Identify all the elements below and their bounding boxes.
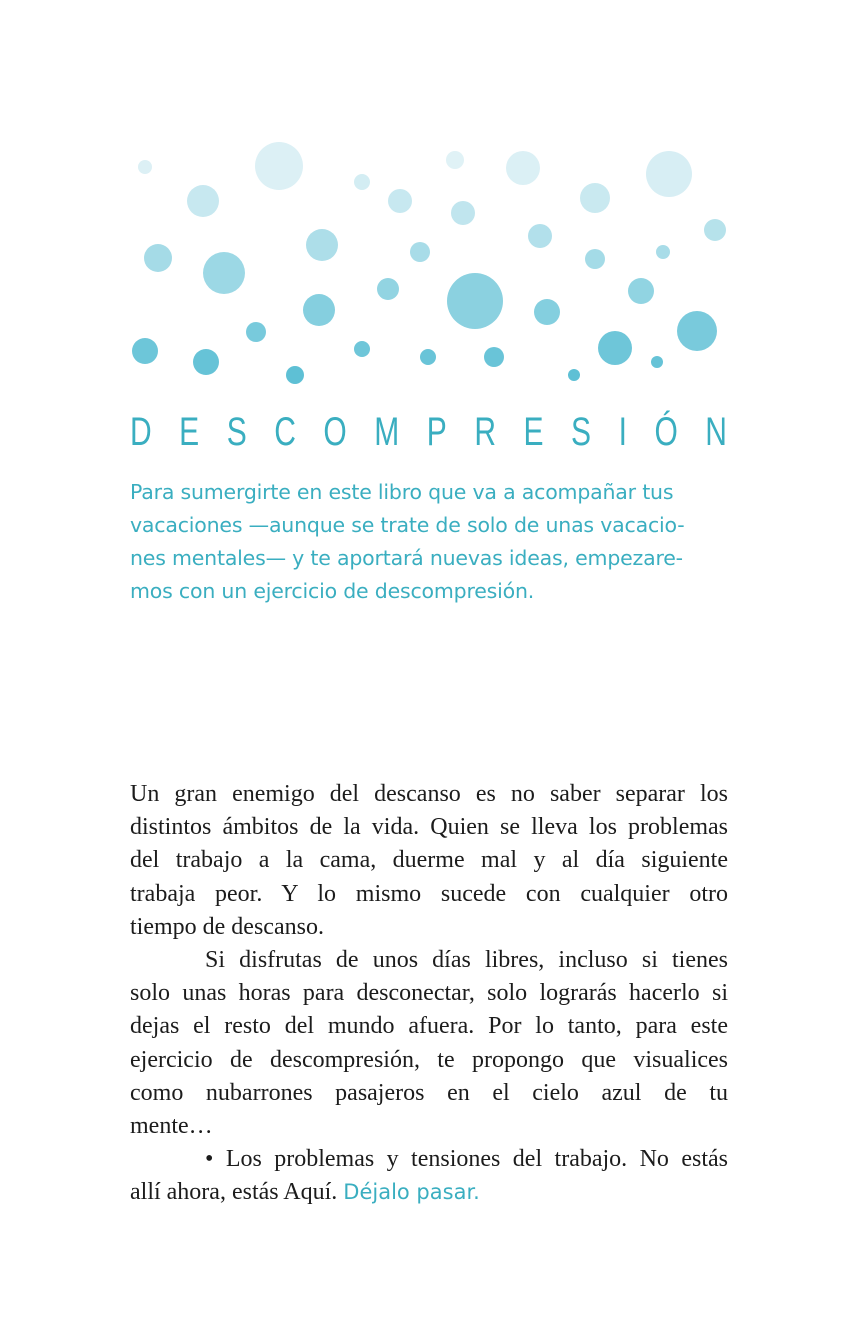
title-letter: N xyxy=(705,410,727,454)
body-line-text: allí ahora, estás Aquí. xyxy=(130,1179,338,1206)
title-letter: S xyxy=(571,410,592,454)
bubble xyxy=(303,294,335,326)
bubble xyxy=(528,224,552,248)
bubble xyxy=(447,273,503,329)
bubble xyxy=(354,341,370,357)
bubble xyxy=(144,244,172,272)
body-line-with-accent xyxy=(130,1176,728,1209)
title-letter: M xyxy=(374,410,400,454)
bubble xyxy=(138,160,152,174)
title-letter: Ó xyxy=(654,410,678,454)
bubble xyxy=(484,347,504,367)
bubble xyxy=(628,278,654,304)
title-letter: R xyxy=(474,410,496,454)
bubble xyxy=(704,219,726,241)
body-line: dejas el resto del mundo afuera. Por lo tanto, para este xyxy=(130,1013,728,1040)
bubble xyxy=(585,249,605,269)
body-line: Si disfrutas de unos días libres, incluso si tienes xyxy=(205,946,728,973)
intro-line: Para sumergirte en este libro que va a acompañar tus xyxy=(130,480,674,504)
title-letter: D xyxy=(130,410,152,454)
bubble xyxy=(306,229,338,261)
bubble xyxy=(580,183,610,213)
body-line: trabaja peor. Y lo mismo sucede con cualquier otro xyxy=(130,880,728,907)
intro-paragraph xyxy=(130,476,730,608)
body-line: del trabajo a la cama, duerme mal y al día siguiente xyxy=(130,847,728,874)
bubble xyxy=(286,366,304,384)
bubble xyxy=(420,349,436,365)
bubble xyxy=(255,142,303,190)
title-letter: I xyxy=(618,410,627,454)
body-line: ejercicio de descompresión, te propongo que visualices xyxy=(130,1046,728,1073)
bubble xyxy=(506,151,540,185)
bubble xyxy=(446,151,464,169)
bubble xyxy=(132,338,158,364)
bubble xyxy=(568,369,580,381)
title-letter: E xyxy=(179,410,200,454)
body-text xyxy=(130,778,728,1209)
bubble xyxy=(203,252,245,294)
bubbles-decoration xyxy=(0,0,857,400)
bubble xyxy=(598,331,632,365)
bubble xyxy=(646,151,692,197)
accent-phrase: Déjalo pasar. xyxy=(343,1180,480,1205)
title-letter: E xyxy=(523,410,544,454)
bubble xyxy=(677,311,717,351)
body-line: como nubarrones pasajeros en el cielo azul de tu xyxy=(130,1079,728,1106)
intro-line: mos con un ejercicio de descompresión. xyxy=(130,579,535,603)
bullet-item: • Los problemas y tensiones del trabajo. No estás xyxy=(205,1146,728,1173)
bubble xyxy=(377,278,399,300)
title-letter: S xyxy=(226,410,247,454)
body-line: solo unas horas para desconectar, solo lograrás hacerlo si xyxy=(130,980,728,1007)
bubble xyxy=(187,185,219,217)
body-line: Un gran enemigo del descanso es no saber separar los xyxy=(130,781,728,807)
bubble xyxy=(388,189,412,213)
body-line: distintos ámbitos de la vida. Quien se lleva los problemas xyxy=(130,814,728,841)
intro-line: nes mentales— y te aportará nuevas ideas, empezare- xyxy=(130,546,683,570)
bubble xyxy=(451,201,475,225)
body-line: tiempo de descanso. xyxy=(130,913,324,940)
title-letter: P xyxy=(426,410,447,454)
title-letter: O xyxy=(323,410,347,454)
bubble xyxy=(246,322,266,342)
bubble xyxy=(656,245,670,259)
title-letter: C xyxy=(274,410,296,454)
bubble xyxy=(651,356,663,368)
bubble xyxy=(354,174,370,190)
bubble xyxy=(410,242,430,262)
intro-line: vacaciones —aunque se trate de solo de unas vacacio- xyxy=(130,513,685,537)
bubble xyxy=(193,349,219,375)
section-title xyxy=(130,410,727,455)
body-line: mente… xyxy=(130,1112,213,1139)
bubble xyxy=(534,299,560,325)
